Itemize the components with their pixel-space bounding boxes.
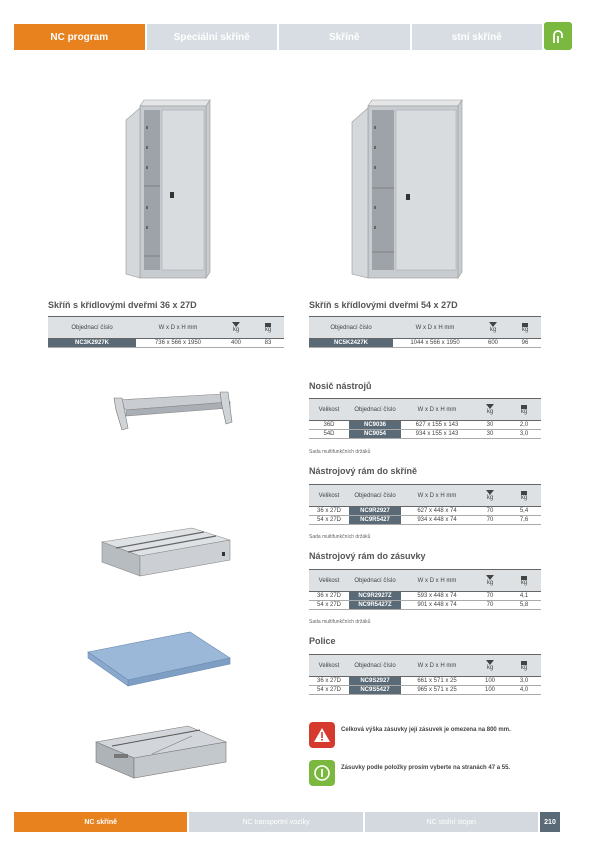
- dims-value: 901 x 448 x 74: [401, 601, 473, 610]
- cabinet-36-title: Skříň s křídlovými dveřmi 36 x 27D: [48, 300, 197, 310]
- tab-cabinets[interactable]: Skříně: [279, 24, 410, 50]
- size-value: 54 x 27D: [309, 686, 349, 695]
- cabinet-54-table: [309, 316, 541, 348]
- warning-icon: [309, 722, 335, 748]
- table-row: [309, 430, 541, 439]
- col-load: kg: [220, 317, 252, 339]
- load-value: 70: [473, 507, 507, 516]
- table-row: [309, 507, 541, 516]
- tab-nc-program[interactable]: NC program: [14, 24, 145, 50]
- order-code: NC9036: [349, 421, 401, 430]
- warning-text: Celková výška zásuvky její zásuvek je omezena na 800 mm.: [341, 727, 511, 733]
- col-load: kg: [473, 655, 507, 677]
- load-value: 400: [220, 339, 252, 348]
- table-row: [48, 339, 284, 348]
- weight-value: 7,6: [507, 516, 541, 525]
- col-dims: W x D x H mm: [401, 399, 473, 421]
- col-dims: W x D x H mm: [393, 317, 477, 339]
- dims-value: 627 x 155 x 143: [401, 421, 473, 430]
- weight-value: 83: [252, 339, 284, 348]
- col-load: kg: [473, 570, 507, 592]
- col-size: Velikost: [309, 485, 349, 507]
- dims-value: 965 x 571 x 25: [401, 686, 473, 695]
- size-value: 36 x 27D: [309, 677, 349, 686]
- col-weight: kg: [507, 485, 541, 507]
- load-value: 70: [473, 601, 507, 610]
- section-note: Sada multifunkčních držáků: [309, 534, 371, 540]
- size-value: 36 x 27D: [309, 507, 349, 516]
- table-row: [309, 516, 541, 525]
- col-load: kg: [473, 399, 507, 421]
- weight-value: 4,0: [507, 686, 541, 695]
- size-value: 54 x 27D: [309, 601, 349, 610]
- info-text: Zásuvky podle položky prosím vyberte na stranách 47 a 55.: [341, 765, 511, 771]
- tab-wall-cabinets[interactable]: stní skříně: [412, 24, 543, 50]
- tab-nc-cabinets[interactable]: NC skříně: [14, 812, 187, 832]
- table-row: [309, 601, 541, 610]
- col-code: Objednací číslo: [349, 655, 401, 677]
- col-weight: kg: [507, 399, 541, 421]
- col-weight: kg: [509, 317, 541, 339]
- col-size: Velikost: [309, 570, 349, 592]
- table-row: [309, 686, 541, 695]
- info-icon: [309, 760, 335, 786]
- weight-value: 3,0: [507, 430, 541, 439]
- tab-nc-table-stand[interactable]: NC stolní stojan: [365, 812, 538, 832]
- tab-nc-transport-carts[interactable]: NC transportní vozíky: [189, 812, 362, 832]
- col-size: Velikost: [309, 399, 349, 421]
- section-table: [309, 398, 541, 439]
- order-code: NC5K2427K: [309, 339, 393, 348]
- size-value: 54 x 27D: [309, 516, 349, 525]
- section-table: [309, 484, 541, 525]
- green-logo-icon: [544, 22, 572, 50]
- col-load: kg: [477, 317, 509, 339]
- dims-value: 1044 x 566 x 1950: [393, 339, 477, 348]
- top-nav: [14, 24, 542, 50]
- col-size: Velikost: [309, 655, 349, 677]
- size-value: 36 x 27D: [309, 592, 349, 601]
- table-row: [309, 677, 541, 686]
- dims-value: 736 x 566 x 1950: [136, 339, 220, 348]
- load-value: 100: [473, 686, 507, 695]
- weight-value: 96: [509, 339, 541, 348]
- table-row: [309, 592, 541, 601]
- load-value: 70: [473, 592, 507, 601]
- col-weight: kg: [252, 317, 284, 339]
- weight-value: 2,0: [507, 421, 541, 430]
- dims-value: 661 x 571 x 25: [401, 677, 473, 686]
- load-value: 70: [473, 516, 507, 525]
- dims-value: 934 x 448 x 74: [401, 516, 473, 525]
- cabinet-54-image: [342, 96, 472, 286]
- warning-notice: [309, 722, 519, 748]
- cabinet-36-table: [48, 316, 284, 348]
- cabinet-36-image: [118, 96, 218, 286]
- order-code: NC9R5427Z: [349, 601, 401, 610]
- load-value: 30: [473, 430, 507, 439]
- col-code: Objednací číslo: [48, 317, 136, 339]
- cabinet-tool-frame-image: [96, 520, 236, 582]
- order-code: NC9R2927: [349, 507, 401, 516]
- size-value: 36D: [309, 421, 349, 430]
- order-code: NC3K2927K: [48, 339, 136, 348]
- bottom-nav: [14, 812, 538, 832]
- col-code: Objednací číslo: [349, 485, 401, 507]
- order-code: NC9R5427: [349, 516, 401, 525]
- order-code: NC9054: [349, 430, 401, 439]
- section-title: Police: [309, 636, 336, 646]
- dims-value: 627 x 448 x 74: [401, 507, 473, 516]
- col-dims: W x D x H mm: [401, 655, 473, 677]
- col-code: Objednací číslo: [349, 570, 401, 592]
- col-code: Objednací číslo: [309, 317, 393, 339]
- section-table: [309, 569, 541, 610]
- col-weight: kg: [507, 570, 541, 592]
- col-dims: W x D x H mm: [401, 570, 473, 592]
- col-code: Objednací číslo: [349, 399, 401, 421]
- tool-carrier-image: [104, 388, 236, 438]
- drawer-tool-frame-image: [84, 720, 236, 784]
- section-note: Sada multifunkčních držáků: [309, 619, 371, 625]
- col-dims: W x D x H mm: [136, 317, 220, 339]
- load-value: 30: [473, 421, 507, 430]
- cabinet-54-title: Skříň s křídlovými dveřmi 54 x 27D: [309, 300, 458, 310]
- load-value: 100: [473, 677, 507, 686]
- col-weight: kg: [507, 655, 541, 677]
- section-title: Nástrojový rám do skříně: [309, 466, 418, 476]
- size-value: 54D: [309, 430, 349, 439]
- weight-value: 3,0: [507, 677, 541, 686]
- weight-value: 5,8: [507, 601, 541, 610]
- section-table: [309, 654, 541, 695]
- page-number: 210: [540, 812, 560, 832]
- order-code: NC9S5427: [349, 686, 401, 695]
- col-dims: W x D x H mm: [401, 485, 473, 507]
- order-code: NC9R2927Z: [349, 592, 401, 601]
- dims-value: 593 x 448 x 74: [401, 592, 473, 601]
- table-row: [309, 339, 541, 348]
- info-notice: [309, 760, 519, 786]
- shelf-image: [84, 628, 236, 690]
- dims-value: 934 x 155 x 143: [401, 430, 473, 439]
- col-load: kg: [473, 485, 507, 507]
- table-row: [309, 421, 541, 430]
- weight-value: 5,4: [507, 507, 541, 516]
- section-title: Nosič nástrojů: [309, 381, 372, 391]
- weight-value: 4,1: [507, 592, 541, 601]
- section-title: Nástrojový rám do zásuvky: [309, 551, 426, 561]
- tab-special-cabinets[interactable]: Speciální skříně: [147, 24, 278, 50]
- load-value: 600: [477, 339, 509, 348]
- order-code: NC9S2927: [349, 677, 401, 686]
- section-note: Sada multifunkčních držáků: [309, 449, 371, 455]
